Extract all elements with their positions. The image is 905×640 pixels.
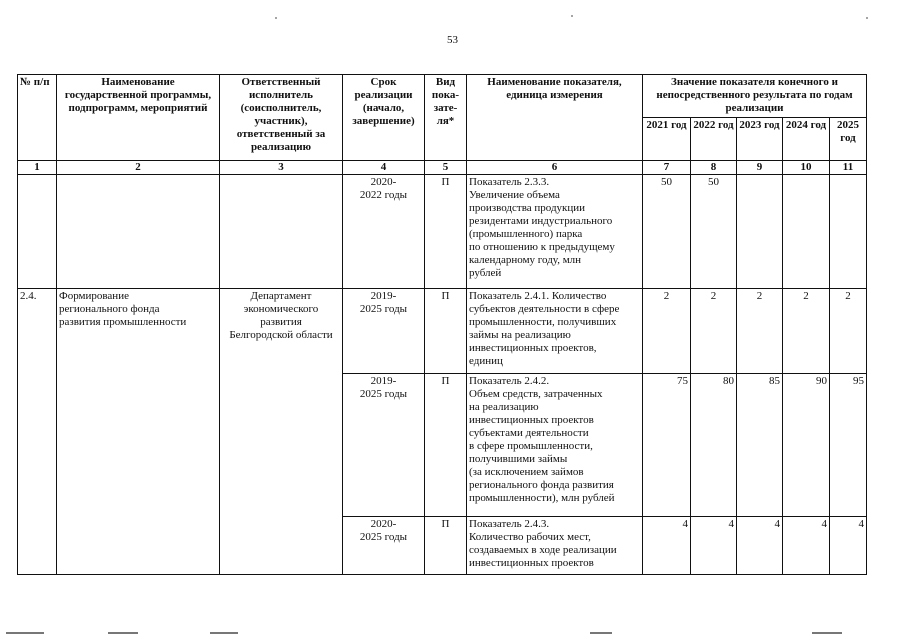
column-number: 7 bbox=[643, 161, 691, 175]
scan-mark bbox=[6, 632, 44, 634]
indicator-name-cell: Показатель 2.4.1. Количество субъектов деятельности в сфере промышленности, получивших займы на реализацию инвестиционных проектов, единиц bbox=[467, 289, 643, 374]
header-indicator-name: Наименование показателя, единица измерения bbox=[467, 75, 643, 161]
empty-cell bbox=[18, 175, 57, 289]
scan-dot bbox=[571, 15, 573, 17]
column-number: 9 bbox=[737, 161, 783, 175]
scan-mark bbox=[590, 632, 612, 634]
scan-dot bbox=[275, 17, 277, 19]
header-indicator-type: Вид пока-зате-ля* bbox=[425, 75, 467, 161]
indicator-name-cell: Показатель 2.4.2. Объем средств, затраченных на реализацию инвестиционных проектов субъектами деятельности в сфере промышленности, получившими займы (за исключением займов регионального фонда развития промышленности), млн рублей bbox=[467, 374, 643, 517]
item-number-cell: 2.4. bbox=[18, 289, 57, 575]
value-2022: 80 bbox=[691, 374, 737, 517]
header-number: № п/п bbox=[18, 75, 57, 161]
scan-dot bbox=[866, 17, 868, 19]
value-2023: 2 bbox=[737, 289, 783, 374]
indicators-table bbox=[17, 74, 867, 575]
indicator-type-cell: П bbox=[425, 175, 467, 289]
indicator-type-cell: П bbox=[425, 289, 467, 374]
column-number: 8 bbox=[691, 161, 737, 175]
value-2023 bbox=[737, 175, 783, 289]
header-year-2025: 2025 год bbox=[830, 118, 867, 161]
header-year-2021: 2021 год bbox=[643, 118, 691, 161]
period-cell: 2020- 2022 годы bbox=[343, 175, 425, 289]
value-2022: 4 bbox=[691, 517, 737, 575]
value-2023: 85 bbox=[737, 374, 783, 517]
indicator-type-cell: П bbox=[425, 374, 467, 517]
value-2021: 50 bbox=[643, 175, 691, 289]
scan-mark bbox=[108, 632, 138, 634]
header-year-2024: 2024 год bbox=[783, 118, 830, 161]
column-number: 1 bbox=[18, 161, 57, 175]
period-cell: 2020- 2025 годы bbox=[343, 517, 425, 575]
column-number: 5 bbox=[425, 161, 467, 175]
value-2021: 4 bbox=[643, 517, 691, 575]
value-2024: 90 bbox=[783, 374, 830, 517]
column-number: 2 bbox=[57, 161, 220, 175]
header-period: Срок реализации (начало, завершение) bbox=[343, 75, 425, 161]
value-2024: 2 bbox=[783, 289, 830, 374]
empty-cell bbox=[220, 175, 343, 289]
value-2025: 2 bbox=[830, 289, 867, 374]
value-2021: 75 bbox=[643, 374, 691, 517]
value-2024: 4 bbox=[783, 517, 830, 575]
column-number: 4 bbox=[343, 161, 425, 175]
column-number: 10 bbox=[783, 161, 830, 175]
column-number: 6 bbox=[467, 161, 643, 175]
indicator-name-cell: Показатель 2.4.3. Количество рабочих мест, создаваемых в ходе реализации инвестиционных проектов bbox=[467, 517, 643, 575]
period-cell: 2019- 2025 годы bbox=[343, 289, 425, 374]
indicator-name-cell: Показатель 2.3.3. Увеличение объема производства продукции резидентами индустриального (промышленного) парка по отношению к предыдущему календарному году, млн рублей bbox=[467, 175, 643, 289]
page-number: 53 bbox=[447, 34, 458, 46]
empty-cell bbox=[57, 175, 220, 289]
value-2025: 95 bbox=[830, 374, 867, 517]
period-cell: 2019- 2025 годы bbox=[343, 374, 425, 517]
header-program-name: Наименование государственной программы, подпрограмм, мероприятий bbox=[57, 75, 220, 161]
scan-mark bbox=[812, 632, 842, 634]
column-number: 11 bbox=[830, 161, 867, 175]
header-year-2023: 2023 год bbox=[737, 118, 783, 161]
executor-cell: Департамент экономического развития Белгородской области bbox=[220, 289, 343, 575]
value-2024 bbox=[783, 175, 830, 289]
value-2025 bbox=[830, 175, 867, 289]
program-name-cell: Формирование регионального фонда развития промышленности bbox=[57, 289, 220, 575]
value-2023: 4 bbox=[737, 517, 783, 575]
header-executor: Ответственный исполнитель (соисполнитель, участник), ответственный за реализацию bbox=[220, 75, 343, 161]
value-2021: 2 bbox=[643, 289, 691, 374]
indicator-type-cell: П bbox=[425, 517, 467, 575]
column-number: 3 bbox=[220, 161, 343, 175]
value-2025: 4 bbox=[830, 517, 867, 575]
header-year-2022: 2022 год bbox=[691, 118, 737, 161]
value-2022: 50 bbox=[691, 175, 737, 289]
value-2022: 2 bbox=[691, 289, 737, 374]
scan-mark bbox=[210, 632, 238, 634]
header-values-group: Значение показателя конечного и непосредственного результата по годам реализации bbox=[643, 75, 867, 118]
